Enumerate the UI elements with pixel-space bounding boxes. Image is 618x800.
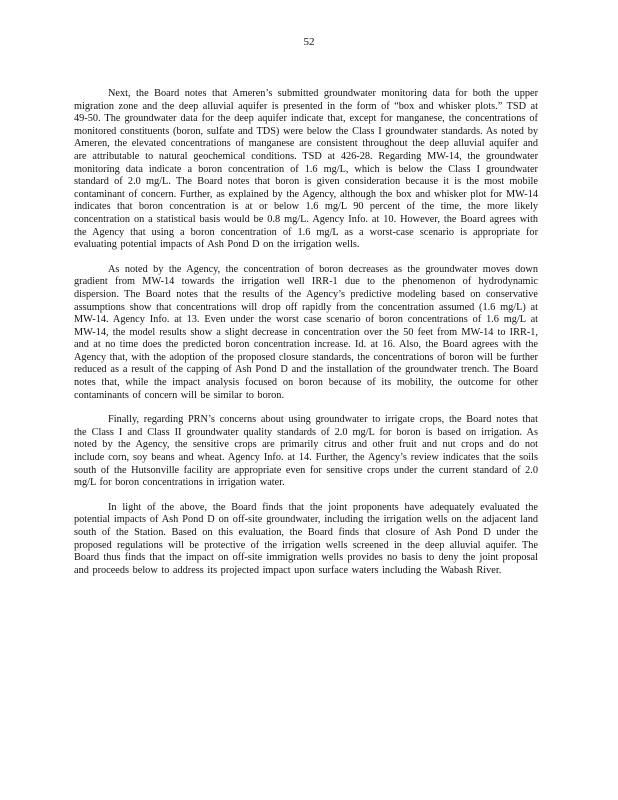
paragraph-1: Next, the Board notes that Ameren’s submitted groundwater monitoring data for both the upper migration zone and the deep alluvial aquifer is presented in the form of “box and whisker plots.” TSD at 49-50. The groundwater data for the deep aquifer indicate that, except for manganese, the concentrations of monitored constituents (boron, sulfate and TDS) were below the Class I groundwater standards. As noted by Ameren, the elevated concentrations of manganese are consistent throughout the deep alluvial aquifer and are attributable to natural geochemical conditions. TSD at 426-28. Regarding MW-14, the groundwater monitoring data indicate a boron concentration of 1.6 mg/L, which is below the Class I groundwater standard of 2.0 mg/L. The Board notes that boron is given consideration because it is the most mobile contaminant of concern. Further, as explained by the Agency, although the box and whisker plot for MW-14 indicates that boron concentration is at or below 1.6 mg/L 90 percent of the time, the more likely concentration on a statistical basis would be 0.8 mg/L. Agency Info. at 10. However, the Board agrees with the Agency that using a boron concentration of 1.6 mg/L as a worst-case scenario is appropriate for evaluating potential impacts of Ash Pond D on the irrigation wells. — [74, 88, 538, 251]
body-text — [74, 88, 538, 589]
paragraph-4: In light of the above, the Board finds that the joint proponents have adequately evaluated the potential impacts of Ash Pond D on off-site groundwater, including the irrigation wells on the adjacent land south of the Station. Based on this evaluation, the Board finds that closure of Ash Pond D under the proposed regulations will be protective of the irrigation wells screened in the deep alluvial aquifer. The Board thus finds that the impact on off-site immigration wells provides no basis to deny the joint proposal and proceeds below to address its projected impact upon surface waters including the Wabash River. — [74, 501, 538, 576]
paragraph-3: Finally, regarding PRN’s concerns about using groundwater to irrigate crops, the Board notes that the Class I and Class II groundwater quality standards of 2.0 mg/L for boron is based on irrigation. As noted by the Agency, the sensitive crops are primarily citrus and other fruit and nut crops and do not include corn, soy beans and wheat. Agency Info. at 14. Further, the Agency’s review indicates that the soils south of the Hutsonville facility are appropriate even for sensitive crops under the current standard of 2.0 mg/L for boron concentrations in irrigation water. — [74, 414, 538, 489]
paragraph-2: As noted by the Agency, the concentration of boron decreases as the groundwater moves down gradient from MW-14 towards the irrigation well IRR-1 due to the phenomenon of hydrodynamic dispersion. The Board notes that the results of the Agency’s predictive modeling based on conservative assumptions show that concentrations will drop off rapidly from the concentration assumed (1.6 mg/L) at MW-14. Agency Info. at 13. Even under the worst case scenario of boron concentrations of 1.6 mg/L at MW-14, the model results show a slight decrease in concentration over the 50 feet from MW-14 to IRR-1, and at no time does the predicted boron concentration increase. Id. at 16. Also, the Board agrees with the Agency that, with the adoption of the proposed closure standards, the concentrations of boron will be further reduced as a result of the capping of Ash Pond D and the installation of the groundwater trench. The Board notes that, while the impact analysis focused on boron because of its mobility, the outcome for other contaminants of concern will be similar to boron. — [74, 263, 538, 401]
page-number: 52 — [303, 36, 315, 48]
